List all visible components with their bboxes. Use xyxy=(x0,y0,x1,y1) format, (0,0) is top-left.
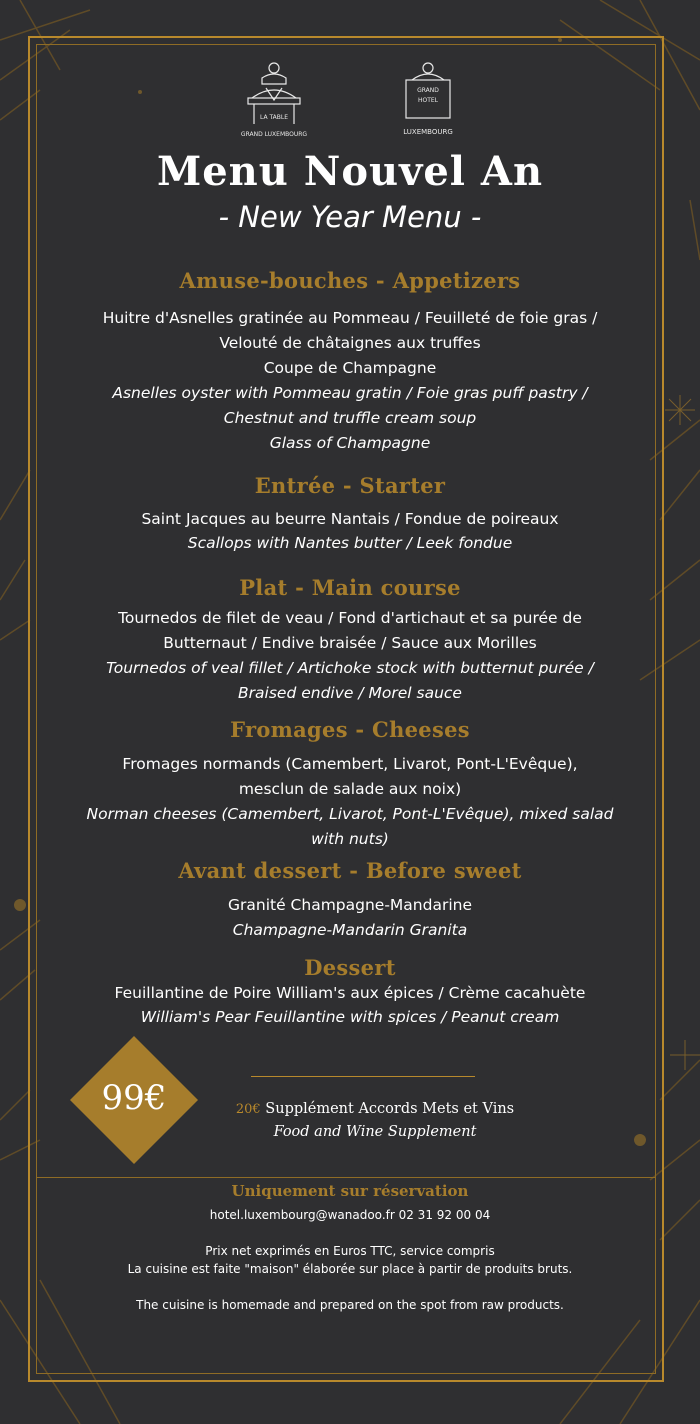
menu-line: Fromages normands (Camembert, Livarot, Pont-L'Evêque), xyxy=(122,755,578,773)
section-title-dessert: Dessert xyxy=(304,955,396,980)
contact-info: hotel.luxembourg@wanadoo.fr 02 31 92 00 04 xyxy=(209,1208,491,1222)
section-title-before-sweet: Avant dessert - Before sweet xyxy=(178,858,522,883)
section-title-cheeses: Fromages - Cheeses xyxy=(230,717,470,742)
svg-text:GRAND: GRAND xyxy=(417,87,439,94)
menu-line-translation: Chestnut and truffle cream soup xyxy=(223,409,477,427)
section-title-starter: Entrée - Starter xyxy=(254,473,446,498)
svg-text:HOTEL: HOTEL xyxy=(417,97,439,104)
supplement xyxy=(210,1098,540,1143)
menu-line-translation: Scallops with Nantes butter / Leek fondue xyxy=(187,534,513,552)
prices-note: Prix net exprimés en Euros TTC, service compris xyxy=(205,1244,495,1258)
price: 99€ xyxy=(101,1078,167,1118)
supplement-label-en: Food and Wine Supplement xyxy=(273,1124,477,1140)
grand-hotel-logo xyxy=(388,58,468,142)
reservation-note: Uniquement sur réservation xyxy=(231,1182,469,1200)
menu-line: Coupe de Champagne xyxy=(263,359,437,377)
svg-text:GRAND LUXEMBOURG: GRAND LUXEMBOURG xyxy=(240,131,308,138)
menu-line-translation: with nuts) xyxy=(311,830,389,848)
supplement-label: Supplément Accords Mets et Vins xyxy=(265,1101,515,1117)
menu-line: Velouté de châtaignes aux truffes xyxy=(219,334,481,352)
footer-divider xyxy=(36,1177,656,1178)
section-title-appetizers: Amuse-bouches - Appetizers xyxy=(179,268,521,293)
section-title-main-course: Plat - Main course xyxy=(239,575,461,600)
menu-line-translation: William's Pear Feuillantine with spices / Peanut cream xyxy=(140,1008,560,1026)
menu-line-translation: Glass of Champagne xyxy=(269,434,431,452)
svg-text:LA TABLE: LA TABLE xyxy=(259,114,289,121)
homemade-note-en: The cuisine is homemade and prepared on the spot from raw products. xyxy=(136,1298,564,1312)
menu-line: mesclun de salade aux noix) xyxy=(238,780,462,798)
menu-line-translation: Champagne-Mandarin Granita xyxy=(232,921,468,939)
menu-line: Feuillantine de Poire William's aux épices / Crème cacahuète xyxy=(114,984,586,1002)
menu-line: Tournedos de filet de veau / Fond d'artichaut et sa purée de xyxy=(118,609,582,627)
menu-line: Granité Champagne-Mandarine xyxy=(228,896,472,914)
logos xyxy=(60,58,640,148)
menu-line: Butternaut / Endive braisée / Sauce aux Morilles xyxy=(163,634,537,652)
la-table-logo xyxy=(234,58,314,142)
menu-line-translation: Norman cheeses (Camembert, Livarot, Pont-L'Evêque), mixed salad xyxy=(86,805,614,823)
menu-line-translation: Asnelles oyster with Pommeau gratin / Foie gras puff pastry / xyxy=(112,384,588,402)
menu-title: Menu Nouvel An xyxy=(156,148,544,195)
menu-line-translation: Tournedos of veal fillet / Artichoke stock with butternut purée / xyxy=(106,659,594,677)
supplement-amount: 20€ xyxy=(235,1102,261,1117)
supplement-fr xyxy=(210,1098,540,1121)
supplement-divider xyxy=(251,1076,475,1077)
menu-line: Saint Jacques au beurre Nantais / Fondue de poireaux xyxy=(141,510,559,528)
menu-line-translation: Braised endive / Morel sauce xyxy=(238,684,462,702)
menu-subtitle: - New Year Menu - xyxy=(218,200,482,234)
menu-line: Huitre d'Asnelles gratinée au Pommeau / Feuilleté de foie gras / xyxy=(102,309,598,327)
homemade-note-fr: La cuisine est faite "maison" élaborée sur place à partir de produits bruts. xyxy=(127,1262,573,1276)
svg-text:LUXEMBOURG: LUXEMBOURG xyxy=(403,128,453,136)
